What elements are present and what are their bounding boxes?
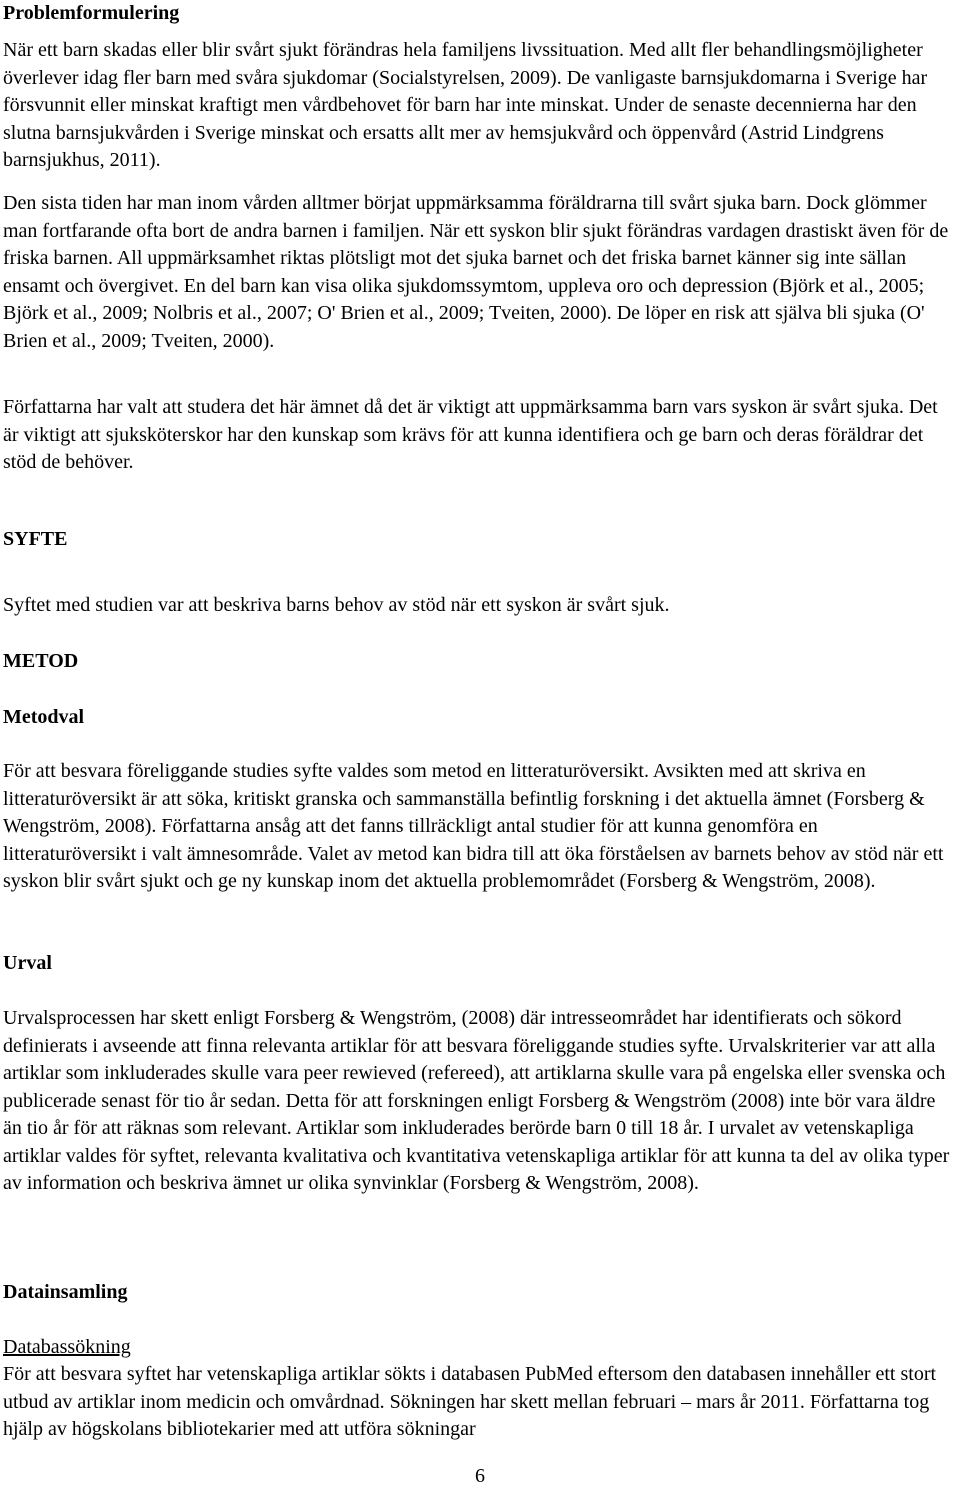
problem-paragraph-2: Den sista tiden har man inom vården alltmer börjat uppmärksamma föräldrarna till svårt sjuka barn. Dock glömmer man fortfarande ofta bort de andra barnen i familjen. När ett syskon blir sjukt förändras vardagen drastiskt även för de friska barnen. All uppmärksamhet riktas plötsligt mot det sjuka barnet och det friska barnet känner sig inte sällan ensamt och övergivet. En del barn kan visa olika sjukdomssymtom, uppleva oro och depression (Björk et al., 2005; Björk et al., 2009; Nolbris et al., 2007; O' Brien et al., 2009; Tveiten, 2000). De löper en risk att själva bli sjuka (O' Brien et al., 2009; Tveiten, 2000).	[3, 192, 949, 352]
datainsamling-heading: Datainsamling	[3, 1281, 128, 1303]
syfte-heading: SYFTE	[3, 528, 68, 550]
urval-heading: Urval	[3, 952, 52, 974]
problemformulering-heading: Problemformulering	[3, 2, 180, 24]
databassokning-text: För att besvara syftet har vetenskapliga artiklar sökts i databasen PubMed eftersom den databasen innehåller ett stort utbud av artiklar inom medicin och omvårdnad. Sökningen har skett mellan februari – mars år 2011. Författarna tog hjälp av högskolans bibliotekarier med att utföra sökningar	[3, 1363, 937, 1440]
page-number: 6	[475, 1465, 485, 1487]
databassokning-subheading: Databassökning	[3, 1336, 131, 1358]
metod-heading: METOD	[3, 650, 79, 672]
syfte-text: Syftet med studien var att beskriva barns behov av stöd när ett syskon är svårt sjuk.	[3, 594, 670, 616]
metodval-text: För att besvara föreliggande studies syfte valdes som metod en litteraturöversikt. Avsikten med att skriva en litteraturöversikt är att söka, kritiskt granska och sammanställa befintlig forskning i det aktuella ämnet (Forsberg & Wengström, 2008). Författarna ansåg att det fanns tillräckligt antal studier för att kunna genomföra en litteraturöversikt i valt ämnesområde. Valet av metod kan bidra till att öka förståelsen av barnets behov av stöd när ett syskon blir svårt sjukt och ge ny kunskap inom det aktuella problemområdet (Forsberg & Wengström, 2008).	[3, 760, 944, 892]
metodval-heading: Metodval	[3, 706, 85, 728]
problem-paragraph-1: När ett barn skadas eller blir svårt sjukt förändras hela familjens livssituation. Med allt fler behandlingsmöjligheter överlever idag fler barn med svåra sjukdomar (Socialstyrelsen, 2009). De vanligaste barnsjukdomarna i Sverige har försvunnit eller minskat kraftigt men vårdbehovet för barn har inte minskat. Under de senaste decennierna har den slutna barnsjukvården i Sverige minskat och ersatts allt mer av hemsjukvård och öppenvård (Astrid Lindgrens barnsjukhus, 2011).	[3, 39, 928, 171]
urval-text: Urvalsprocessen har skett enligt Forsberg & Wengström, (2008) där intresseområdet har identifierats och sökord definierats i avseende att finna relevanta artiklar för att besvara föreliggande studies syfte. Urvalskriterier var att alla artiklar som inkluderades skulle vara peer rewieved (refereed), att artiklarna skulle vara på engelska eller svenska och publicerade senast för tio år sedan. Detta för att forskningen enligt Forsberg & Wengström (2008) inte bör vara äldre än tio år för att räknas som relevant. Artiklar som inkluderades berörde barn 0 till 18 år. I urvalet av vetenskapliga artiklar valdes för syftet, relevanta kvalitativa och kvantitativa vetenskapliga artiklar för att kunna ta del av olika typer av information och beskriva ämnet ur olika synvinklar (Forsberg & Wengström, 2008).	[3, 1007, 950, 1194]
problem-paragraph-3: Författarna har valt att studera det här ämnet då det är viktigt att uppmärksamma barn vars syskon är svårt sjuka. Det är viktigt att sjuksköterskor har den kunskap som krävs för att kunna identifiera och ge barn och deras föräldrar det stöd de behöver.	[3, 396, 938, 473]
